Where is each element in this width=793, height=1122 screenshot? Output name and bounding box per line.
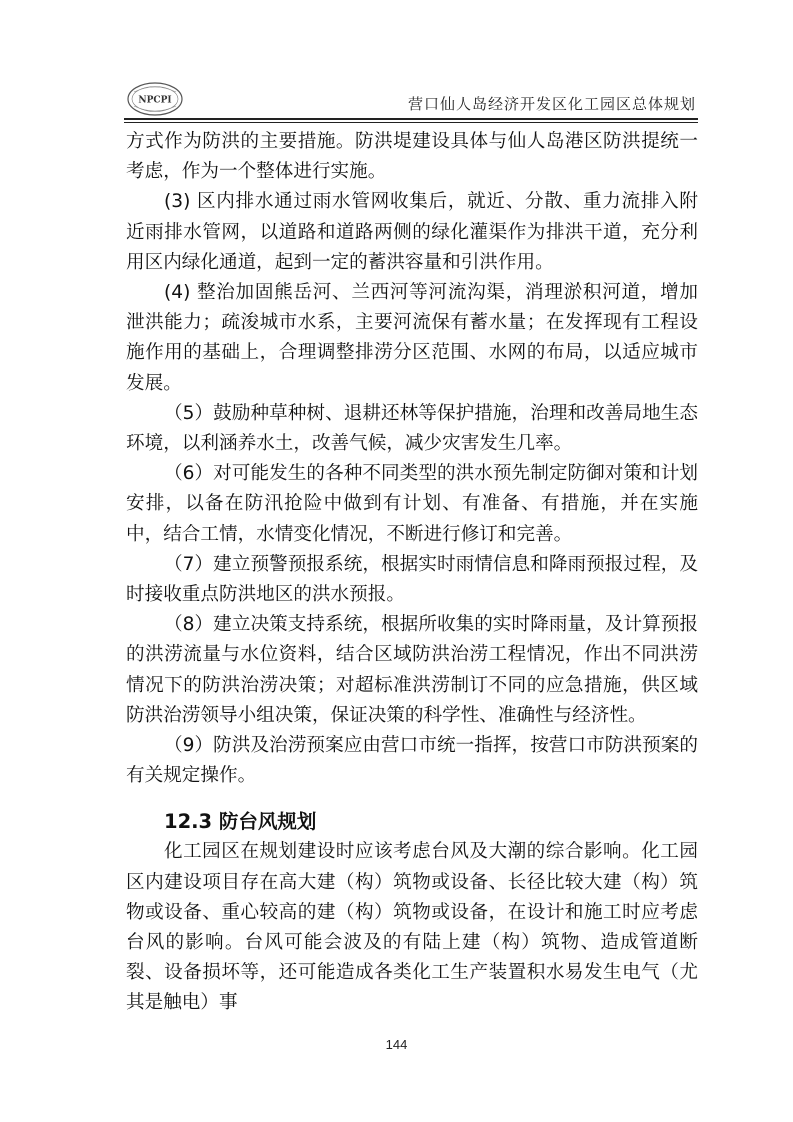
document-body xyxy=(126,127,698,1019)
paragraph-item-4: (4) 整治加固熊岳河、兰西河等河流沟渠，消理淤积河道，增加泄洪能力；疏浚城市水系，主要河流保有蓄水量；在发挥现有工程设施作用的基础上，合理调整排涝分区范围、水网的布局，以适应城市发展。 xyxy=(126,282,698,394)
paragraph-item-6: （6）对可能发生的各种不同类型的洪水预先制定防御对策和计划安排，以备在防汛抢险中做到有计划、有准备、有措施，并在实施中，结合工情，水情变化情况，不断进行修订和完善。 xyxy=(126,463,698,545)
paragraph-item-9: （9）防洪及治涝预案应由营口市统一指挥，按营口市防洪预案的有关规定操作。 xyxy=(126,735,698,787)
header-rule-thick xyxy=(124,118,698,120)
paragraph-item-7: （7）建立预警预报系统，根据实时雨情信息和降雨预报过程，及时接收重点防洪地区的洪水预报。 xyxy=(126,553,698,606)
header-rule-thin xyxy=(124,122,698,123)
section-heading: 12.3 防台风规划 xyxy=(164,810,317,834)
paragraph-item-3: (3) 区内排水通过雨水管网收集后，就近、分散、重力流排入附近雨排水管网，以道路和道路两侧的绿化灌渠作为排洪干道，充分利用区内绿化通道，起到一定的蓄洪容量和引洪作用。 xyxy=(126,191,698,273)
header-title: 营口仙人岛经济开发区化工园区总体规划 xyxy=(407,95,696,113)
paragraph-item-5: （5）鼓励种草种树、退耕还林等保护措施，治理和改善局地生态环境，以利涵养水土，改善气候，减少灾害发生几率。 xyxy=(126,402,698,455)
section-paragraph: 化工园区在规划建设时应该考虑台风及大潮的综合影响。化工园区内建设项目存在高大建（构）筑物或设备、长径比较大建（构）筑物或设备、重心较高的建（构）筑物或设备，在设计和施工时应考虑台风的影响。台风可能会波及的有陆上建（构）筑物、造成管道断裂、设备损坏等，还可能造成各类化工生产装置积水易发生电气（尤其是触电）事 xyxy=(126,841,698,1014)
logo-text: NPCPI xyxy=(138,95,172,106)
paragraph-item-8: （8）建立决策支持系统，根据所收集的实时降雨量，及计算预报的洪涝流量与水位资料，结合区域防洪治涝工程情况，作出不同洪涝情况下的防洪治涝决策；对超标准洪涝制订不同的应急措施，供区域防洪治涝领导小组决策，保证决策的科学性、准确性与经济性。 xyxy=(126,614,698,726)
page-number: 144 xyxy=(385,1037,408,1052)
paragraph-continuation: 方式作为防洪的主要措施。防洪堤建设具体与仙人岛港区防洪提统一考虑，作为一个整体进行实施。 xyxy=(126,131,698,183)
npcpi-logo xyxy=(126,80,184,118)
